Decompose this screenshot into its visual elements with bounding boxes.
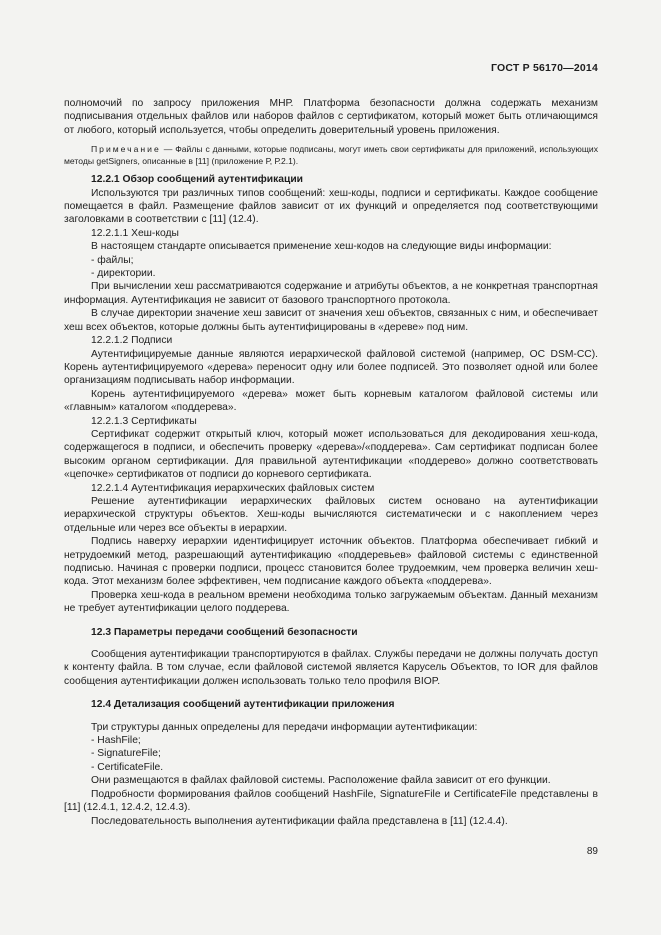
- subsection-heading: 12.2.1.1 Хеш-коды: [91, 227, 179, 239]
- page-number: 89: [586, 846, 598, 857]
- list-item: - директории.: [91, 268, 156, 280]
- paragraph: Решение аутентификации иерархических файловых систем основано на аутентификации иерархической структуры объектов. Хеш-коды вычисляются систематически и с накоплением через отдельные или через все объекты в иерархии.: [64, 495, 598, 534]
- paragraph: Проверка хеш-кода в реальном времени необходима только загружаемым объектам. Данный механизм не требует аутентификации целого поддерева.: [64, 589, 598, 615]
- list-item: - файлы;: [91, 254, 134, 266]
- paragraph: Аутентифицируемые данные являются иерархической файловой системой (например, ОС DSM-CC). Корень аутентифицируемого «дерева» переносит одну или более подписей. Это позволяет одной или более организациям подписывать набор информации.: [64, 348, 598, 387]
- paragraph: Они размещаются в файлах файловой системы. Расположение файла зависит от его функции.: [91, 775, 551, 787]
- paragraph: Три структуры данных определены для передачи информации аутентификации:: [91, 721, 478, 733]
- document-body: [64, 97, 598, 828]
- note-text: — Файлы с данными, которые подписаны, могут иметь свои сертификаты для приложений, использующих методы getSigners, описанные в [11] (приложение Р, Р.2.1).: [64, 144, 598, 166]
- list-item: - CertificateFile.: [91, 761, 164, 773]
- paragraph: полномочий по запросу приложения МНР. Платформа безопасности должна содержать механизм подписывания отдельных файлов или наборов файлов с сертификатом, который может быть отличающимся от любого, который используется, чтобы определить доверительный уровень приложения.: [64, 98, 598, 136]
- section-heading: 12.3 Параметры передачи сообщений безопасности: [91, 626, 358, 638]
- paragraph: Корень аутентифицируемого «дерева» может быть корневым каталогом файловой системы или «главным» каталогом «поддерева».: [64, 388, 598, 414]
- paragraph: В настоящем стандарте описывается применение хеш-кодов на следующие виды информации:: [91, 241, 552, 253]
- paragraph: Подробности формирования файлов сообщений HashFile, SignatureFile и CertificateFile представлены в [11] (12.4.1, 12.4.2, 12.4.3).: [64, 788, 598, 814]
- paragraph: Используются три различных типов сообщений: хеш-коды, подписи и сертификаты. Каждое сообщение помещается в файл. Размещение файлов зависит от их функций и определяется под соответствующими заголовками в соответствии с [11] (12.4).: [64, 187, 598, 226]
- paragraph: Сообщения аутентификации транспортируются в файлах. Службы передачи не должны получать доступ к контенту файла. В том случае, если файловой системой является Карусель Объектов, то IOR для файлов сообщения аутентификации должен использовать только тело профиля BIOP.: [64, 649, 598, 687]
- subsection-heading: 12.2.1.4 Аутентификация иерархических файловых систем: [91, 482, 375, 494]
- paragraph: Последовательность выполнения аутентификации файла представлена в [11] (12.4.4).: [91, 815, 508, 827]
- list-item: - HashFile;: [91, 735, 141, 747]
- paragraph: Подпись наверху иерархии идентифицирует источник объектов. Платформа обеспечивает гибкий и нетрудоемкий метод, разрешающий аутентификацию «поддеревьев» файловой системы с единственной подписью. Начиная с проверки подписи, процесс становится более трудоемким, чем проверка величин хеш-кода. Этот механизм более эффективен, чем подписание каждого объекта «поддерева».: [64, 536, 598, 588]
- note: [64, 144, 598, 167]
- section-heading: 12.4 Детализация сообщений аутентификации приложения: [91, 699, 395, 711]
- paragraph: В случае директории значение хеш зависит от значения хеш объектов, связанных с ним, и обеспечивает хеш всех объектов, которые должны быть аутентифицированы в «дереве» под ним.: [64, 308, 598, 333]
- note-label: Примечание: [91, 144, 161, 155]
- document-header: ГОСТ Р 56170—2014: [490, 62, 598, 74]
- subsection-heading: 12.2.1.3 Сертификаты: [91, 415, 197, 427]
- list-item: - SignatureFile;: [91, 748, 161, 760]
- section-heading: 12.2.1 Обзор сообщений аутентификации: [91, 174, 303, 186]
- subsection-heading: 12.2.1.2 Подписи: [91, 335, 173, 347]
- paragraph: Сертификат содержит открытый ключ, который может использоваться для декодирования хеш-кода, содержащегося в подписи, и обеспечить проверку «дерева»/«поддерева». Сам сертификат подписан более высоким органом сертификации. Для правильной аутентификации «поддерево» должно соответствовать «цепочке» сертификатов от подписи до корневого сертификата.: [64, 428, 598, 481]
- paragraph: При вычислении хеш рассматриваются содержание и атрибуты объектов, а не конкретная транспортная информация. Аутентификация не зависит от базового транспортного протокола.: [64, 281, 598, 306]
